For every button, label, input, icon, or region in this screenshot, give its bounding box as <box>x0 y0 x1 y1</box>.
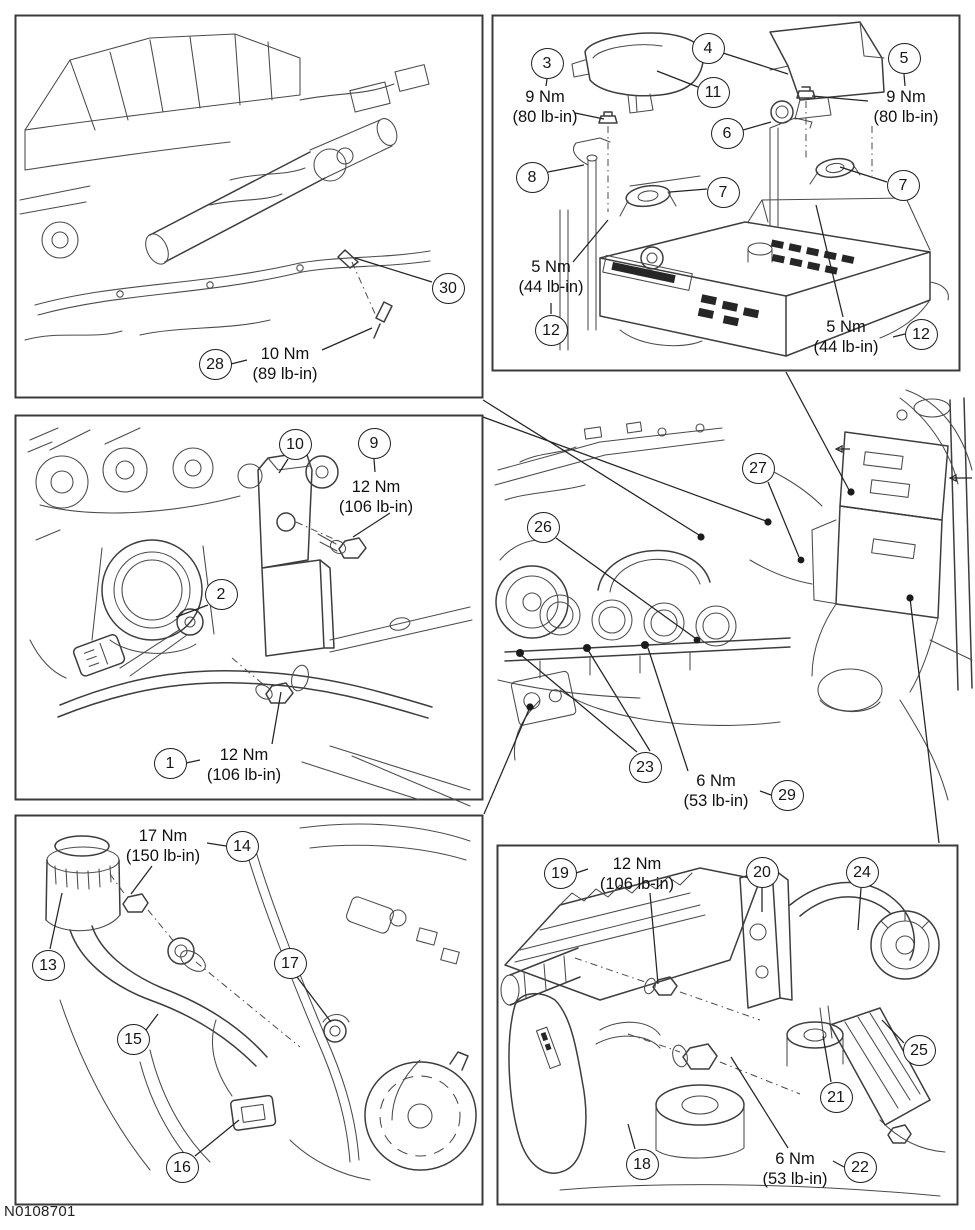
callout-9: 9 <box>358 428 391 459</box>
callout-8: 8 <box>516 162 549 193</box>
callout-5: 5 <box>888 43 921 74</box>
callout-22: 22 <box>844 1152 877 1183</box>
torque-label <box>339 478 413 517</box>
torque-label <box>252 345 317 384</box>
callout-16: 16 <box>166 1152 199 1183</box>
callout-6: 6 <box>711 118 744 149</box>
callout-27: 27 <box>742 453 775 484</box>
torque-label <box>762 1150 827 1189</box>
torque-label <box>873 88 938 127</box>
callout-15: 15 <box>117 1024 150 1055</box>
callout-11: 11 <box>697 77 730 108</box>
callout-20: 20 <box>746 857 779 888</box>
torque-value: 9 Nm <box>886 88 926 106</box>
figure-id: N0108701 <box>4 1203 76 1220</box>
torque-label <box>207 746 281 785</box>
callout-2: 2 <box>205 579 238 610</box>
callout-28: 28 <box>199 349 232 380</box>
torque-detail: (106 lb-in) <box>338 497 414 516</box>
callout-12: 12 <box>535 315 568 346</box>
torque-value: 12 Nm <box>351 478 401 496</box>
callout-29: 29 <box>771 780 804 811</box>
torque-label <box>683 772 748 811</box>
torque-value: 12 Nm <box>612 855 662 873</box>
callout-25: 25 <box>903 1035 936 1066</box>
torque-detail: (89 lb-in) <box>252 364 318 383</box>
torque-detail: (44 lb-in) <box>813 337 879 356</box>
callout-26: 26 <box>527 512 560 543</box>
torque-detail: (80 lb-in) <box>512 107 578 126</box>
torque-value: 10 Nm <box>260 345 310 363</box>
torque-label <box>813 318 878 357</box>
torque-detail: (150 lb-in) <box>125 846 201 865</box>
callout-30: 30 <box>432 273 465 304</box>
torque-label <box>126 827 200 866</box>
callout-3: 3 <box>531 48 564 79</box>
callout-10: 10 <box>279 429 312 460</box>
torque-value: 12 Nm <box>219 746 269 764</box>
torque-value: 17 Nm <box>138 827 188 845</box>
callout-7: 7 <box>707 177 740 208</box>
callout-23: 23 <box>629 752 662 783</box>
callout-12: 12 <box>905 319 938 350</box>
torque-value: 5 Nm <box>531 258 571 276</box>
callout-18: 18 <box>626 1149 659 1180</box>
callout-13: 13 <box>32 950 65 981</box>
torque-detail: (80 lb-in) <box>873 107 939 126</box>
torque-value: 6 Nm <box>775 1150 815 1168</box>
torque-value: 5 Nm <box>826 318 866 336</box>
torque-detail: (53 lb-in) <box>762 1169 828 1188</box>
torque-value: 9 Nm <box>525 88 565 106</box>
callout-7: 7 <box>887 170 920 201</box>
torque-detail: (106 lb-in) <box>206 765 282 784</box>
torque-detail: (53 lb-in) <box>683 791 749 810</box>
torque-detail: (44 lb-in) <box>518 277 584 296</box>
callout-24: 24 <box>846 857 879 888</box>
callout-21: 21 <box>820 1082 853 1113</box>
callout-17: 17 <box>274 948 307 979</box>
callout-19: 19 <box>544 858 577 889</box>
torque-value: 6 Nm <box>696 772 736 790</box>
callout-14: 14 <box>226 831 259 862</box>
torque-detail: (106 lb-in) <box>599 874 675 893</box>
torque-label <box>518 258 583 297</box>
callout-4: 4 <box>692 33 725 64</box>
callout-1: 1 <box>154 748 187 779</box>
torque-label <box>600 855 674 894</box>
torque-label <box>512 88 577 127</box>
